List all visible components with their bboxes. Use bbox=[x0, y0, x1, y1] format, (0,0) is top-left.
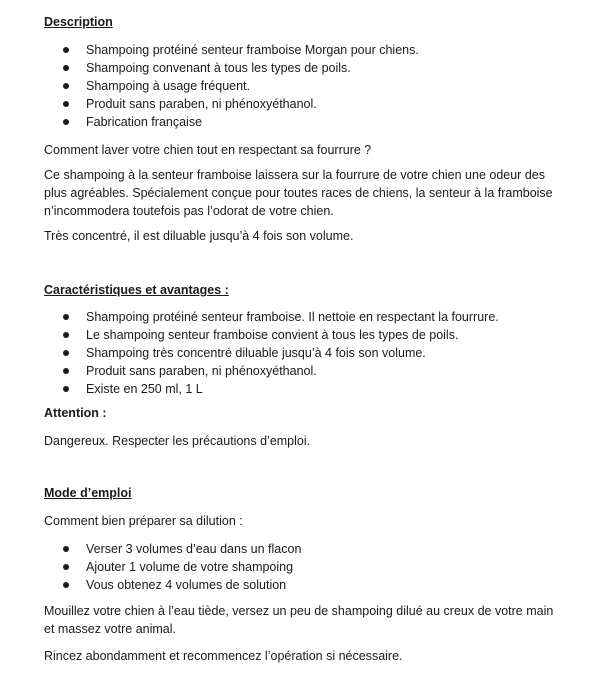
description-heading: Description bbox=[44, 15, 113, 29]
bullet-icon bbox=[63, 582, 69, 588]
description-paragraph-1: Ce shampoing à la senteur framboise laissera sur la fourrure de votre chien une odeur des plus agréables. Spécialement conçue pour toutes races de chiens, la senteur à la framboise n’incommodera toutefois pas l’odorat de votre chien. bbox=[44, 168, 553, 218]
list-item: Shampoing protéiné senteur framboise. Il nettoie en respectant la fourrure. bbox=[44, 308, 499, 326]
bullet-icon bbox=[63, 350, 69, 356]
bullet-icon bbox=[63, 332, 69, 338]
list-item: Ajouter 1 volume de votre shampoing bbox=[44, 558, 301, 576]
list-item: Shampoing protéiné senteur framboise Morgan pour chiens. bbox=[44, 41, 419, 59]
bullet-icon bbox=[63, 101, 69, 107]
list-item: Shampoing très concentré diluable jusqu’à 4 fois son volume. bbox=[44, 344, 499, 362]
description-paragraph-2: Très concentré, il est diluable jusqu’à 4 fois son volume. bbox=[44, 229, 354, 243]
bullet-icon bbox=[63, 47, 69, 53]
description-list bbox=[44, 41, 419, 131]
list-item: Verser 3 volumes d’eau dans un flacon bbox=[44, 540, 301, 558]
bullet-icon bbox=[63, 314, 69, 320]
list-item: Shampoing convenant à tous les types de poils. bbox=[44, 59, 419, 77]
usage-paragraph-2: Rincez abondamment et recommencez l’opération si nécessaire. bbox=[44, 649, 403, 663]
bullet-icon bbox=[63, 564, 69, 570]
characteristics-heading: Caractéristiques et avantages : bbox=[44, 283, 229, 297]
list-item: Produit sans paraben, ni phénoxyéthanol. bbox=[44, 95, 419, 113]
list-item: Produit sans paraben, ni phénoxyéthanol. bbox=[44, 362, 499, 380]
attention-label: Attention : bbox=[44, 406, 107, 420]
list-item: Shampoing à usage fréquent. bbox=[44, 77, 419, 95]
bullet-icon bbox=[63, 546, 69, 552]
description-question: Comment laver votre chien tout en respectant sa fourrure ? bbox=[44, 143, 372, 157]
usage-heading: Mode d’emploi bbox=[44, 486, 132, 500]
bullet-icon bbox=[63, 83, 69, 89]
usage-intro: Comment bien préparer sa dilution : bbox=[44, 514, 243, 528]
list-item: Fabrication française bbox=[44, 113, 419, 131]
list-item: Existe en 250 ml, 1 L bbox=[44, 380, 499, 398]
usage-paragraph-1: Mouillez votre chien à l’eau tiède, versez un peu de shampoing dilué au creux de votre main et massez votre animal. bbox=[44, 604, 554, 636]
bullet-icon bbox=[63, 65, 69, 71]
usage-steps-list bbox=[44, 540, 301, 594]
bullet-icon bbox=[63, 368, 69, 374]
bullet-icon bbox=[63, 386, 69, 392]
list-item: Vous obtenez 4 volumes de solution bbox=[44, 576, 301, 594]
characteristics-list bbox=[44, 308, 499, 398]
attention-text: Dangereux. Respecter les précautions d’emploi. bbox=[44, 434, 311, 448]
bullet-icon bbox=[63, 119, 69, 125]
list-item: Le shampoing senteur framboise convient à tous les types de poils. bbox=[44, 326, 499, 344]
